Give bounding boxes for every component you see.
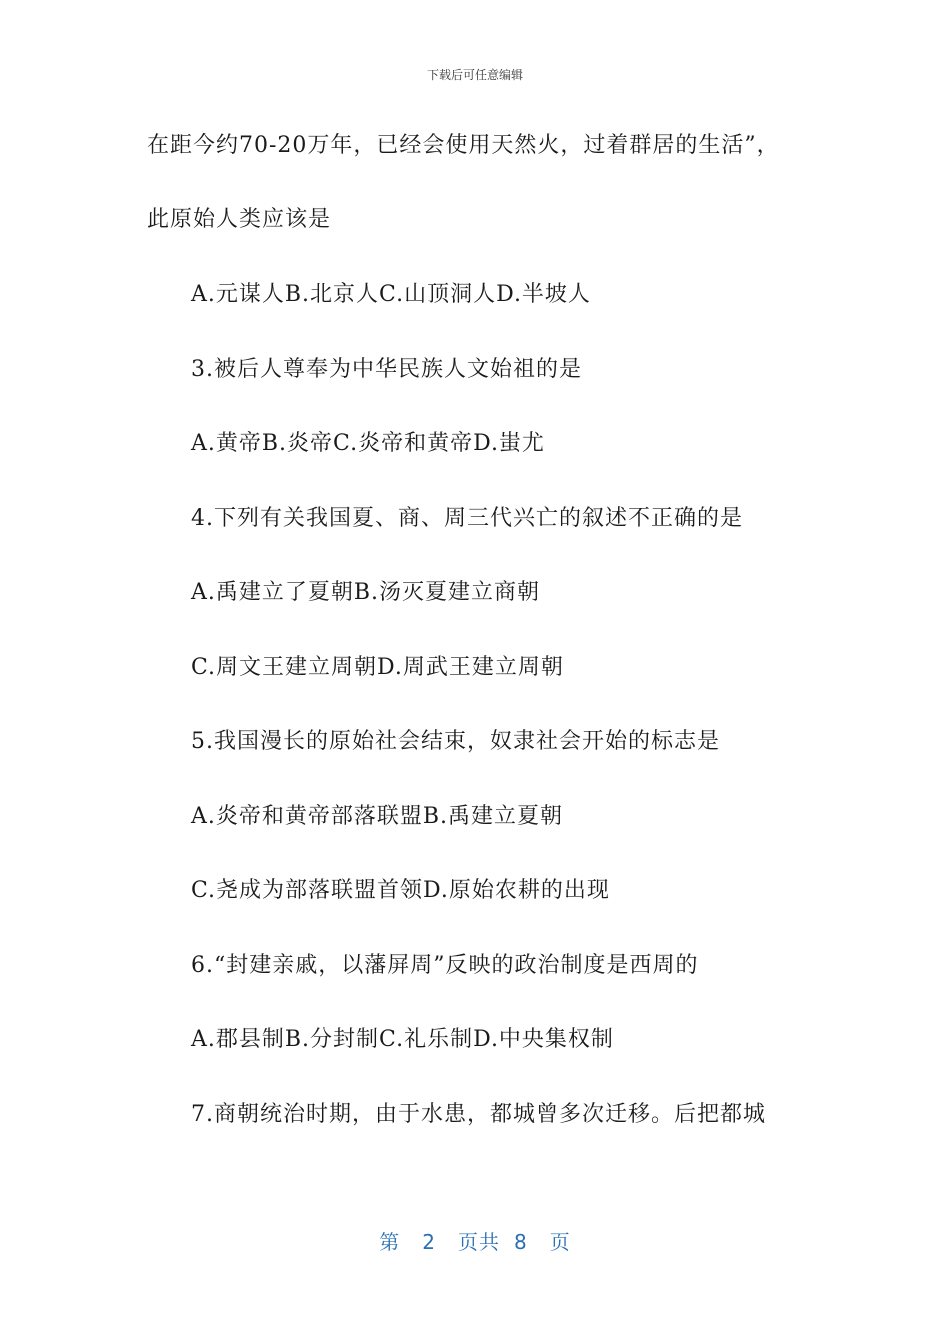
answer-options-q3: A.黄帝B.炎帝C.炎帝和黄帝D.蚩尤 — [191, 431, 545, 456]
question-6: 6.“封建亲戚，以藩屏周”反映的政治制度是西周的 — [191, 953, 699, 978]
answer-options-q4-ab: A.禹建立了夏朝B.汤灭夏建立商朝 — [191, 580, 541, 605]
footer-suffix: 页 — [549, 1230, 571, 1254]
answer-options-q4-cd: C.周文王建立周朝D.周武王建立周朝 — [191, 655, 564, 680]
answer-options-q2: A.元谋人B.北京人C.山顶洞人D.半坡人 — [191, 282, 591, 307]
text-line-1: 在距今约70-20万年，已经会使用天然火，过着群居的生活”， — [147, 133, 780, 158]
question-4: 4.下列有关我国夏、商、周三代兴亡的叙述不正确的是 — [191, 506, 743, 531]
answer-options-q5-ab: A.炎帝和黄帝部落联盟B.禹建立夏朝 — [191, 804, 564, 829]
answer-options-q5-cd: C.尧成为部落联盟首领D.原始农耕的出现 — [191, 878, 610, 903]
question-7: 7.商朝统治时期，由于水患，都城曾多次迁移。后把都城 — [191, 1102, 766, 1127]
current-page-number: 2 — [422, 1230, 436, 1254]
page-header-note: 下载后可任意编辑 — [426, 68, 523, 82]
question-5: 5.我国漫长的原始社会结束，奴隶社会开始的标志是 — [191, 729, 720, 754]
footer-prefix: 第 — [379, 1230, 401, 1254]
text-line-2: 此原始人类应该是 — [147, 207, 332, 232]
page-number-footer — [0, 1226, 950, 1255]
total-page-number: 8 — [514, 1230, 528, 1254]
question-3: 3.被后人尊奉为中华民族人文始祖的是 — [191, 357, 582, 382]
answer-options-q6: A.郡县制B.分封制C.礼乐制D.中央集权制 — [191, 1027, 614, 1052]
footer-middle: 页共 — [458, 1230, 500, 1254]
